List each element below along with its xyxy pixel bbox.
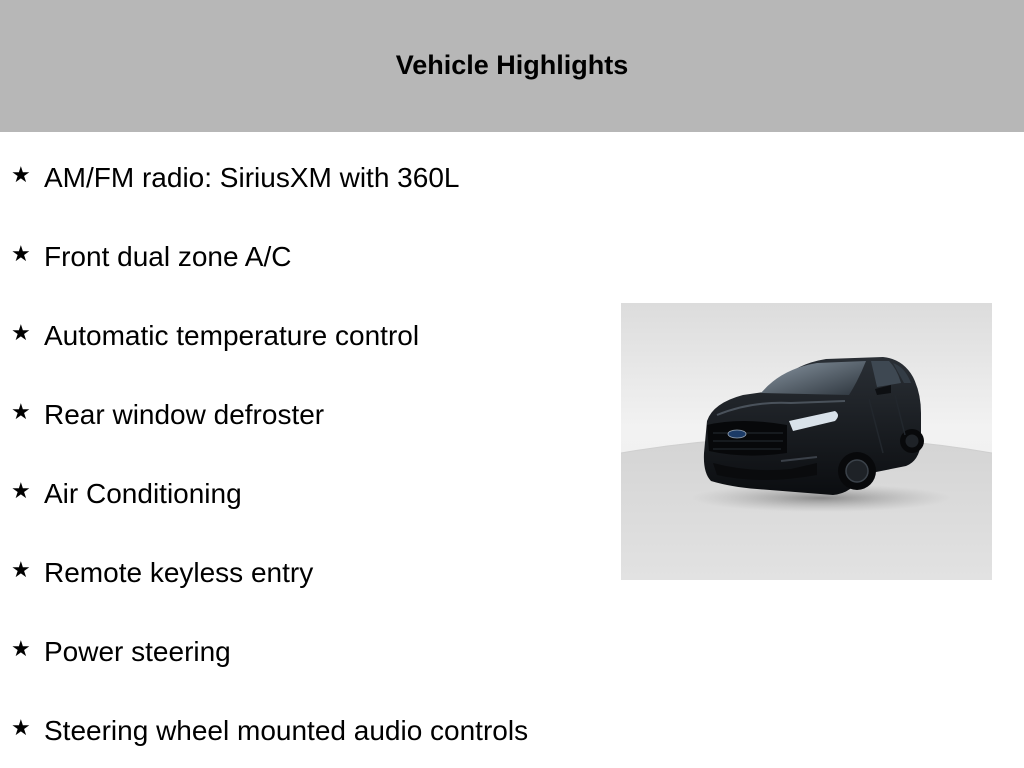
feature-text: Steering wheel mounted audio controls xyxy=(44,715,529,746)
page-title: Vehicle Highlights xyxy=(395,49,629,80)
feature-text: AM/FM radio: SiriusXM with 360L xyxy=(44,162,460,193)
feature-text: Power steering xyxy=(44,636,231,667)
star-icon: ★ xyxy=(11,716,31,741)
vehicle-photo xyxy=(621,303,992,580)
feature-text: Automatic temperature control xyxy=(44,320,420,351)
star-icon: ★ xyxy=(11,479,31,504)
star-icon: ★ xyxy=(11,558,31,583)
feature-text: Air Conditioning xyxy=(44,478,242,509)
feature-text: Rear window defroster xyxy=(44,399,325,430)
star-icon: ★ xyxy=(11,400,31,425)
star-icon: ★ xyxy=(11,163,31,188)
star-icon: ★ xyxy=(11,242,31,267)
feature-text: Remote keyless entry xyxy=(44,557,314,588)
star-icon: ★ xyxy=(11,321,31,346)
page-header xyxy=(0,0,1024,132)
feature-text: Front dual zone A/C xyxy=(44,241,292,272)
vehicle-illustration xyxy=(621,303,992,580)
star-icon: ★ xyxy=(11,637,31,662)
